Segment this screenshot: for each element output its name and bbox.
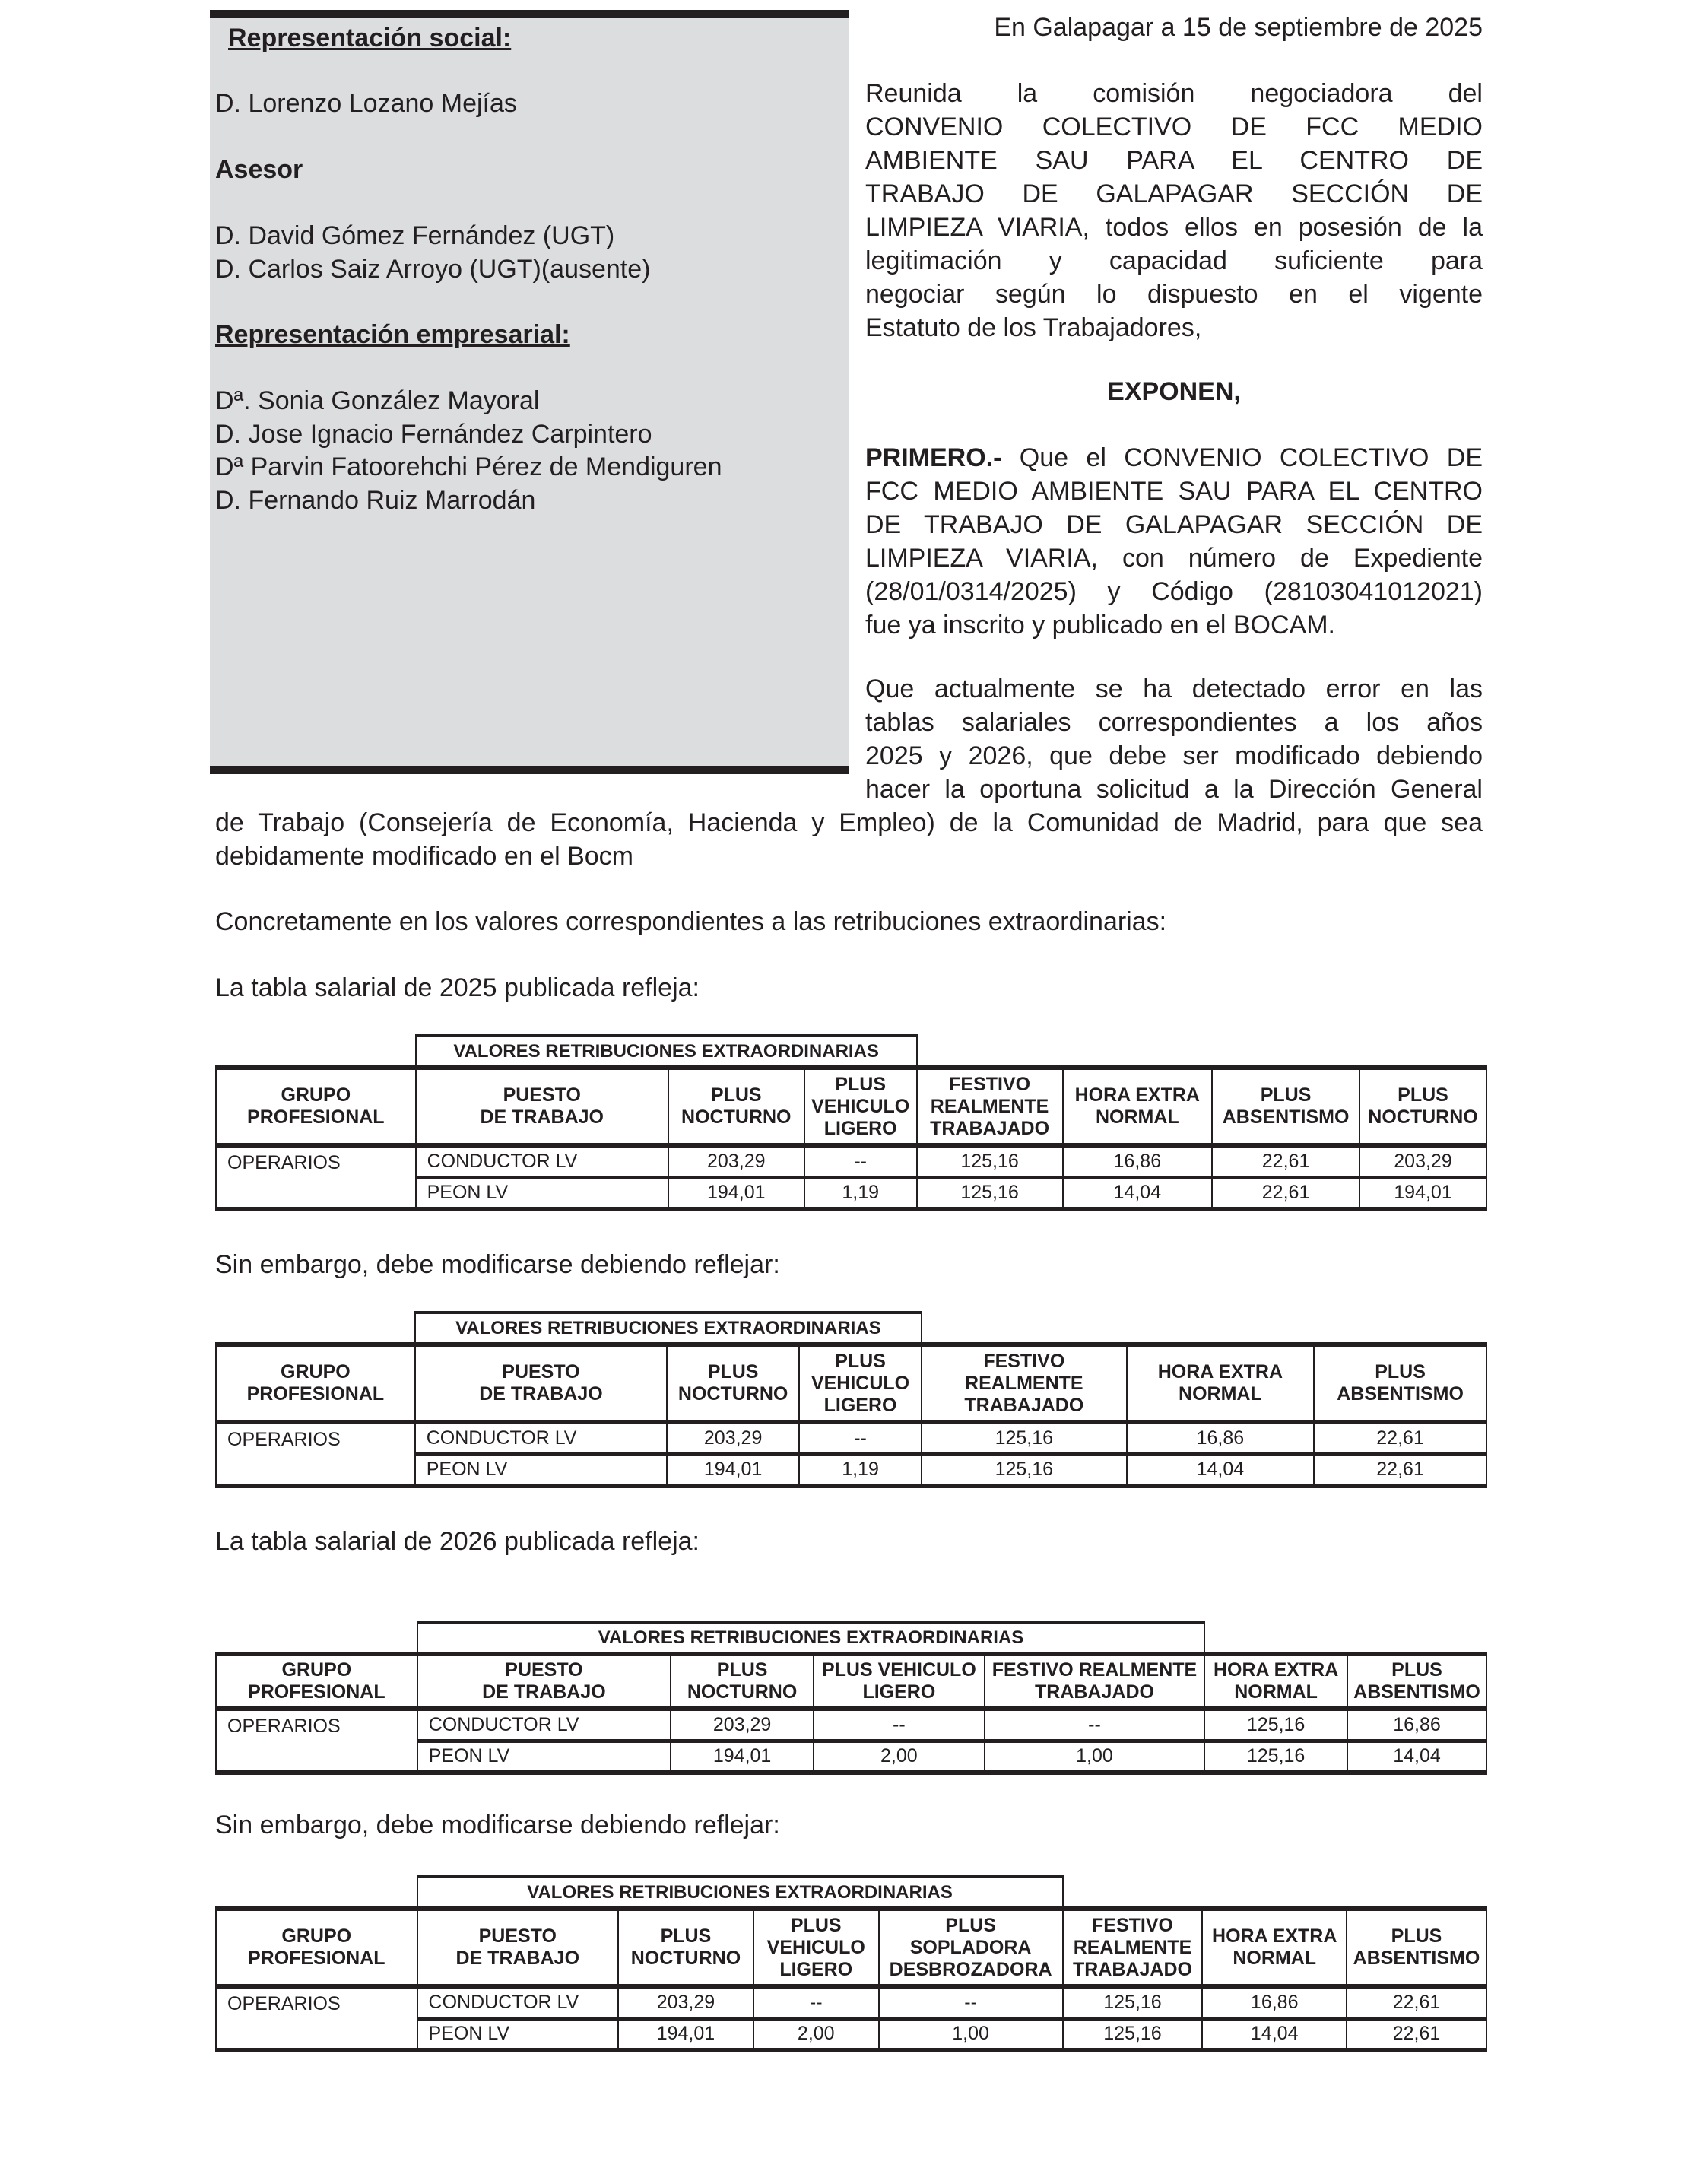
group-header: VALORES RETRIBUCIONES EXTRAORDINARIAS bbox=[417, 1877, 1063, 1909]
table-row: OPERARIOS CONDUCTOR LV 203,29 -- -- 125,16 16,86 22,61 bbox=[216, 1986, 1486, 2018]
col-header: PLUS SOPLADORA DESBROZADORA bbox=[879, 1909, 1063, 1986]
error-paragraph-continued bbox=[215, 806, 1483, 873]
col-header: PLUS NOCTURNO bbox=[671, 1654, 814, 1709]
intro-paragraph bbox=[865, 77, 1483, 344]
col-header: PUESTO DE TRABAJO bbox=[416, 1068, 668, 1145]
col-header: PLUS NOCTURNO bbox=[618, 1909, 753, 1986]
intro-line: Estatuto de los Trabajadores, bbox=[865, 313, 1202, 342]
concretamente-text: Concretamente en los valores correspondientes a las retribuciones extraordinarias: bbox=[215, 907, 1167, 936]
intro-line: LIMPIEZA VIARIA, todos ellos en posesión de la bbox=[865, 213, 1483, 242]
table-2026-published bbox=[215, 1621, 1487, 1775]
group-header: VALORES RETRIBUCIONES EXTRAORDINARIAS bbox=[415, 1313, 922, 1344]
col-header: PUESTO DE TRABAJO bbox=[415, 1344, 667, 1422]
primero-line: DE TRABAJO DE GALAPAGAR SECCIÓN DE bbox=[865, 510, 1483, 539]
primero-first-line: PRIMERO.- Que el CONVENIO COLECTIVO DE bbox=[865, 443, 1483, 472]
caption-2026-correct: Sin embargo, debe modificarse debiendo reflejar: bbox=[215, 1811, 780, 1840]
empresarial-member: D. Fernando Ruiz Marrodán bbox=[215, 486, 536, 515]
col-header: PLUS VEHICULO LIGERO bbox=[804, 1068, 917, 1145]
asesor-member: D. David Gómez Fernández (UGT) bbox=[215, 221, 615, 250]
col-header: HORA EXTRA NORMAL bbox=[1202, 1909, 1347, 1986]
col-header: PUESTO DE TRABAJO bbox=[417, 1654, 671, 1709]
table-row: OPERARIOS CONDUCTOR LV 203,29 -- 125,16 16,86 22,61 203,29 bbox=[216, 1145, 1486, 1177]
intro-line: legitimación y capacidad suficiente para bbox=[865, 246, 1483, 275]
intro-line: negociar según lo dispuesto en el vigente bbox=[865, 280, 1483, 309]
heading-asesor: Asesor bbox=[215, 155, 303, 184]
group-header: VALORES RETRIBUCIONES EXTRAORDINARIAS bbox=[417, 1622, 1205, 1654]
col-header: FESTIVO REALMENTE TRABAJADO bbox=[1063, 1909, 1203, 1986]
table-2026-corrected bbox=[215, 1875, 1487, 2052]
error-line: debidamente modificado en el Bocm bbox=[215, 842, 633, 871]
error-paragraph bbox=[865, 672, 1483, 806]
table-2025-published bbox=[215, 1034, 1487, 1211]
primero-label: PRIMERO.- bbox=[865, 443, 1002, 472]
primero-line: FCC MEDIO AMBIENTE SAU PARA EL CENTRO bbox=[865, 477, 1483, 506]
col-header: PLUS NOCTURNO bbox=[1359, 1068, 1486, 1145]
col-header: PLUS NOCTURNO bbox=[667, 1344, 799, 1422]
heading-representacion-social: Representación social: bbox=[228, 24, 512, 52]
error-line: de Trabajo (Consejería de Economía, Hacienda y Empleo) de la Comunidad de Madrid, para que sea bbox=[215, 808, 1483, 837]
primero-paragraph bbox=[865, 441, 1483, 642]
group-header: VALORES RETRIBUCIONES EXTRAORDINARIAS bbox=[416, 1036, 917, 1068]
col-header: GRUPO PROFESIONAL bbox=[216, 1654, 417, 1709]
table-row: PEON LV 194,01 1,19 125,16 14,04 22,61 bbox=[216, 1454, 1486, 1486]
primero-line: (28/01/0314/2025) y Código (28103041012021) bbox=[865, 577, 1483, 606]
col-header: PLUS VEHICULO LIGERO bbox=[799, 1344, 922, 1422]
col-header: PLUS VEHICULO LIGERO bbox=[753, 1909, 879, 1986]
asesor-member: D. Carlos Saiz Arroyo (UGT)(ausente) bbox=[215, 255, 651, 284]
col-header: HORA EXTRA NORMAL bbox=[1063, 1068, 1213, 1145]
heading-representacion-empresarial: Representación empresarial: bbox=[215, 320, 570, 349]
col-header: FESTIVO REALMENTE TRABAJADO bbox=[922, 1344, 1127, 1422]
table-row: PEON LV 194,01 2,00 1,00 125,16 14,04 bbox=[216, 1741, 1486, 1773]
col-header: HORA EXTRA NORMAL bbox=[1127, 1344, 1315, 1422]
social-member: D. Lorenzo Lozano Mejías bbox=[215, 89, 517, 118]
error-line: hacer la oportuna solicitud a la Dirección General bbox=[865, 775, 1483, 804]
intro-line: TRABAJO DE GALAPAGAR SECCIÓN DE bbox=[865, 179, 1483, 208]
table-row: OPERARIOS CONDUCTOR LV 203,29 -- 125,16 16,86 22,61 bbox=[216, 1422, 1486, 1454]
empresarial-member: Dª. Sonia González Mayoral bbox=[215, 386, 540, 415]
caption-2026-published: La tabla salarial de 2026 publicada refleja: bbox=[215, 1527, 700, 1556]
error-line: 2025 y 2026, que debe ser modificado debiendo bbox=[865, 741, 1483, 770]
intro-line: Reunida la comisión negociadora del bbox=[865, 79, 1483, 108]
table-row: PEON LV 194,01 1,19 125,16 14,04 22,61 194,01 bbox=[216, 1177, 1486, 1209]
col-header: PLUS ABSENTISMO bbox=[1314, 1344, 1486, 1422]
col-header: PUESTO DE TRABAJO bbox=[417, 1909, 618, 1986]
col-header: PLUS ABSENTISMO bbox=[1212, 1068, 1359, 1145]
intro-line: AMBIENTE SAU PARA EL CENTRO DE bbox=[865, 146, 1483, 175]
empresarial-member: D. Jose Ignacio Fernández Carpintero bbox=[215, 420, 652, 449]
col-header: PLUS ABSENTISMO bbox=[1347, 1909, 1486, 1986]
col-header: GRUPO PROFESIONAL bbox=[216, 1068, 416, 1145]
col-header: PLUS NOCTURNO bbox=[668, 1068, 804, 1145]
intro-line: CONVENIO COLECTIVO DE FCC MEDIO bbox=[865, 113, 1483, 141]
caption-2025-published: La tabla salarial de 2025 publicada refleja: bbox=[215, 973, 700, 1002]
table-2025-corrected bbox=[215, 1311, 1487, 1488]
col-header: FESTIVO REALMENTE TRABAJADO bbox=[985, 1654, 1205, 1709]
col-header: GRUPO PROFESIONAL bbox=[216, 1909, 417, 1986]
error-line: tablas salariales correspondientes a los años bbox=[865, 708, 1483, 737]
table-row: PEON LV 194,01 2,00 1,00 125,16 14,04 22,61 bbox=[216, 2018, 1486, 2050]
empresarial-member: Dª Parvin Fatoorehchi Pérez de Mendiguren bbox=[215, 452, 722, 481]
exponen-heading: EXPONEN, bbox=[1107, 377, 1241, 406]
col-header: HORA EXTRA NORMAL bbox=[1204, 1654, 1347, 1709]
col-header: PLUS ABSENTISMO bbox=[1347, 1654, 1486, 1709]
col-header: FESTIVO REALMENTE TRABAJADO bbox=[917, 1068, 1063, 1145]
primero-line: fue ya inscrito y publicado en el BOCAM. bbox=[865, 611, 1335, 640]
caption-2025-correct: Sin embargo, debe modificarse debiendo reflejar: bbox=[215, 1250, 780, 1279]
place-date: En Galapagar a 15 de septiembre de 2025 bbox=[994, 13, 1483, 42]
col-header: PLUS VEHICULO LIGERO bbox=[814, 1654, 985, 1709]
col-header: GRUPO PROFESIONAL bbox=[216, 1344, 415, 1422]
table-row: OPERARIOS CONDUCTOR LV 203,29 -- -- 125,16 16,86 bbox=[216, 1709, 1486, 1741]
error-line: Que actualmente se ha detectado error en las bbox=[865, 675, 1483, 703]
primero-line: LIMPIEZA VIARIA, con número de Expediente bbox=[865, 544, 1483, 573]
